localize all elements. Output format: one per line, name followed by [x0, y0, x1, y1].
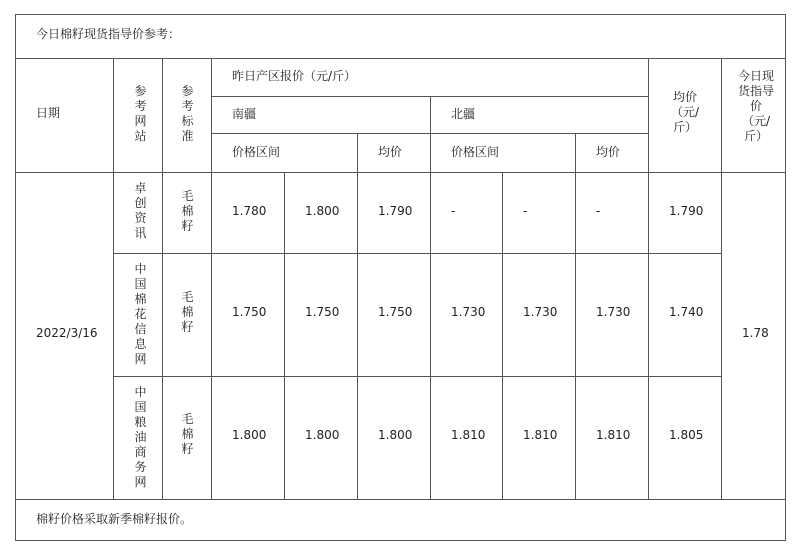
- row-standard: 毛棉籽: [181, 412, 194, 456]
- divider: [113, 253, 722, 254]
- row-standard: 毛棉籽: [181, 189, 194, 233]
- cell-avg-price: 1.740: [669, 305, 704, 319]
- cell-north-low: 1.730: [451, 305, 486, 319]
- date-cell: 2022/3/16: [36, 326, 98, 340]
- divider: [15, 58, 786, 59]
- divider: [721, 58, 722, 499]
- divider: [15, 172, 786, 173]
- cell-avg-price: 1.805: [669, 428, 704, 442]
- divider: [113, 58, 114, 499]
- cell-south-avg: 1.800: [378, 428, 413, 442]
- row-site: 中国棉花信息网: [134, 262, 147, 366]
- divider: [113, 376, 722, 377]
- footer-note: 棉籽价格采取新季棉籽报价。: [36, 512, 193, 526]
- divider: [357, 133, 358, 499]
- table-title: 今日棉籽现货指导价参考：: [36, 27, 181, 41]
- header-date: 日期: [36, 106, 61, 120]
- divider: [162, 58, 163, 499]
- header-avg-price: 均价（元/斤）: [670, 90, 700, 134]
- divider: [575, 133, 576, 499]
- cell-south-low: 1.800: [232, 428, 267, 442]
- header-standard: 参考标准: [181, 84, 194, 143]
- cell-north-low: -: [451, 204, 456, 218]
- divider: [211, 58, 212, 499]
- cell-north-low: 1.810: [451, 428, 486, 442]
- row-site: 卓创资讯: [134, 181, 147, 240]
- cell-north-avg: 1.730: [596, 305, 631, 319]
- cell-south-low: 1.750: [232, 305, 267, 319]
- header-north: 北疆: [451, 107, 476, 121]
- divider: [502, 172, 503, 499]
- header-south-avg: 均价: [378, 145, 403, 159]
- header-south-range: 价格区间: [232, 145, 281, 159]
- row-site: 中国粮油商务网: [134, 385, 147, 489]
- header-north-range: 价格区间: [451, 145, 500, 159]
- cell-south-avg: 1.790: [378, 204, 413, 218]
- header-south: 南疆: [232, 107, 257, 121]
- divider: [15, 499, 786, 500]
- header-yesterday-price: 昨日产区报价（元/斤）: [232, 69, 357, 83]
- cell-south-high: 1.750: [305, 305, 340, 319]
- cell-avg-price: 1.790: [669, 204, 704, 218]
- cell-south-high: 1.800: [305, 204, 340, 218]
- cell-north-high: 1.730: [523, 305, 558, 319]
- cell-north-avg: 1.810: [596, 428, 631, 442]
- cell-south-low: 1.780: [232, 204, 267, 218]
- cell-north-high: 1.810: [523, 428, 558, 442]
- divider: [430, 96, 431, 499]
- header-today-price: 今日现货指导价（元/斤）: [737, 69, 774, 143]
- header-north-avg: 均价: [596, 145, 621, 159]
- cell-north-avg: -: [596, 204, 601, 218]
- row-standard: 毛棉籽: [181, 290, 194, 334]
- header-site: 参考网站: [134, 84, 147, 143]
- divider: [648, 58, 649, 499]
- today-price-cell: 1.78: [742, 326, 769, 340]
- cell-south-avg: 1.750: [378, 305, 413, 319]
- cell-south-high: 1.800: [305, 428, 340, 442]
- divider: [284, 172, 285, 499]
- cell-north-high: -: [523, 204, 528, 218]
